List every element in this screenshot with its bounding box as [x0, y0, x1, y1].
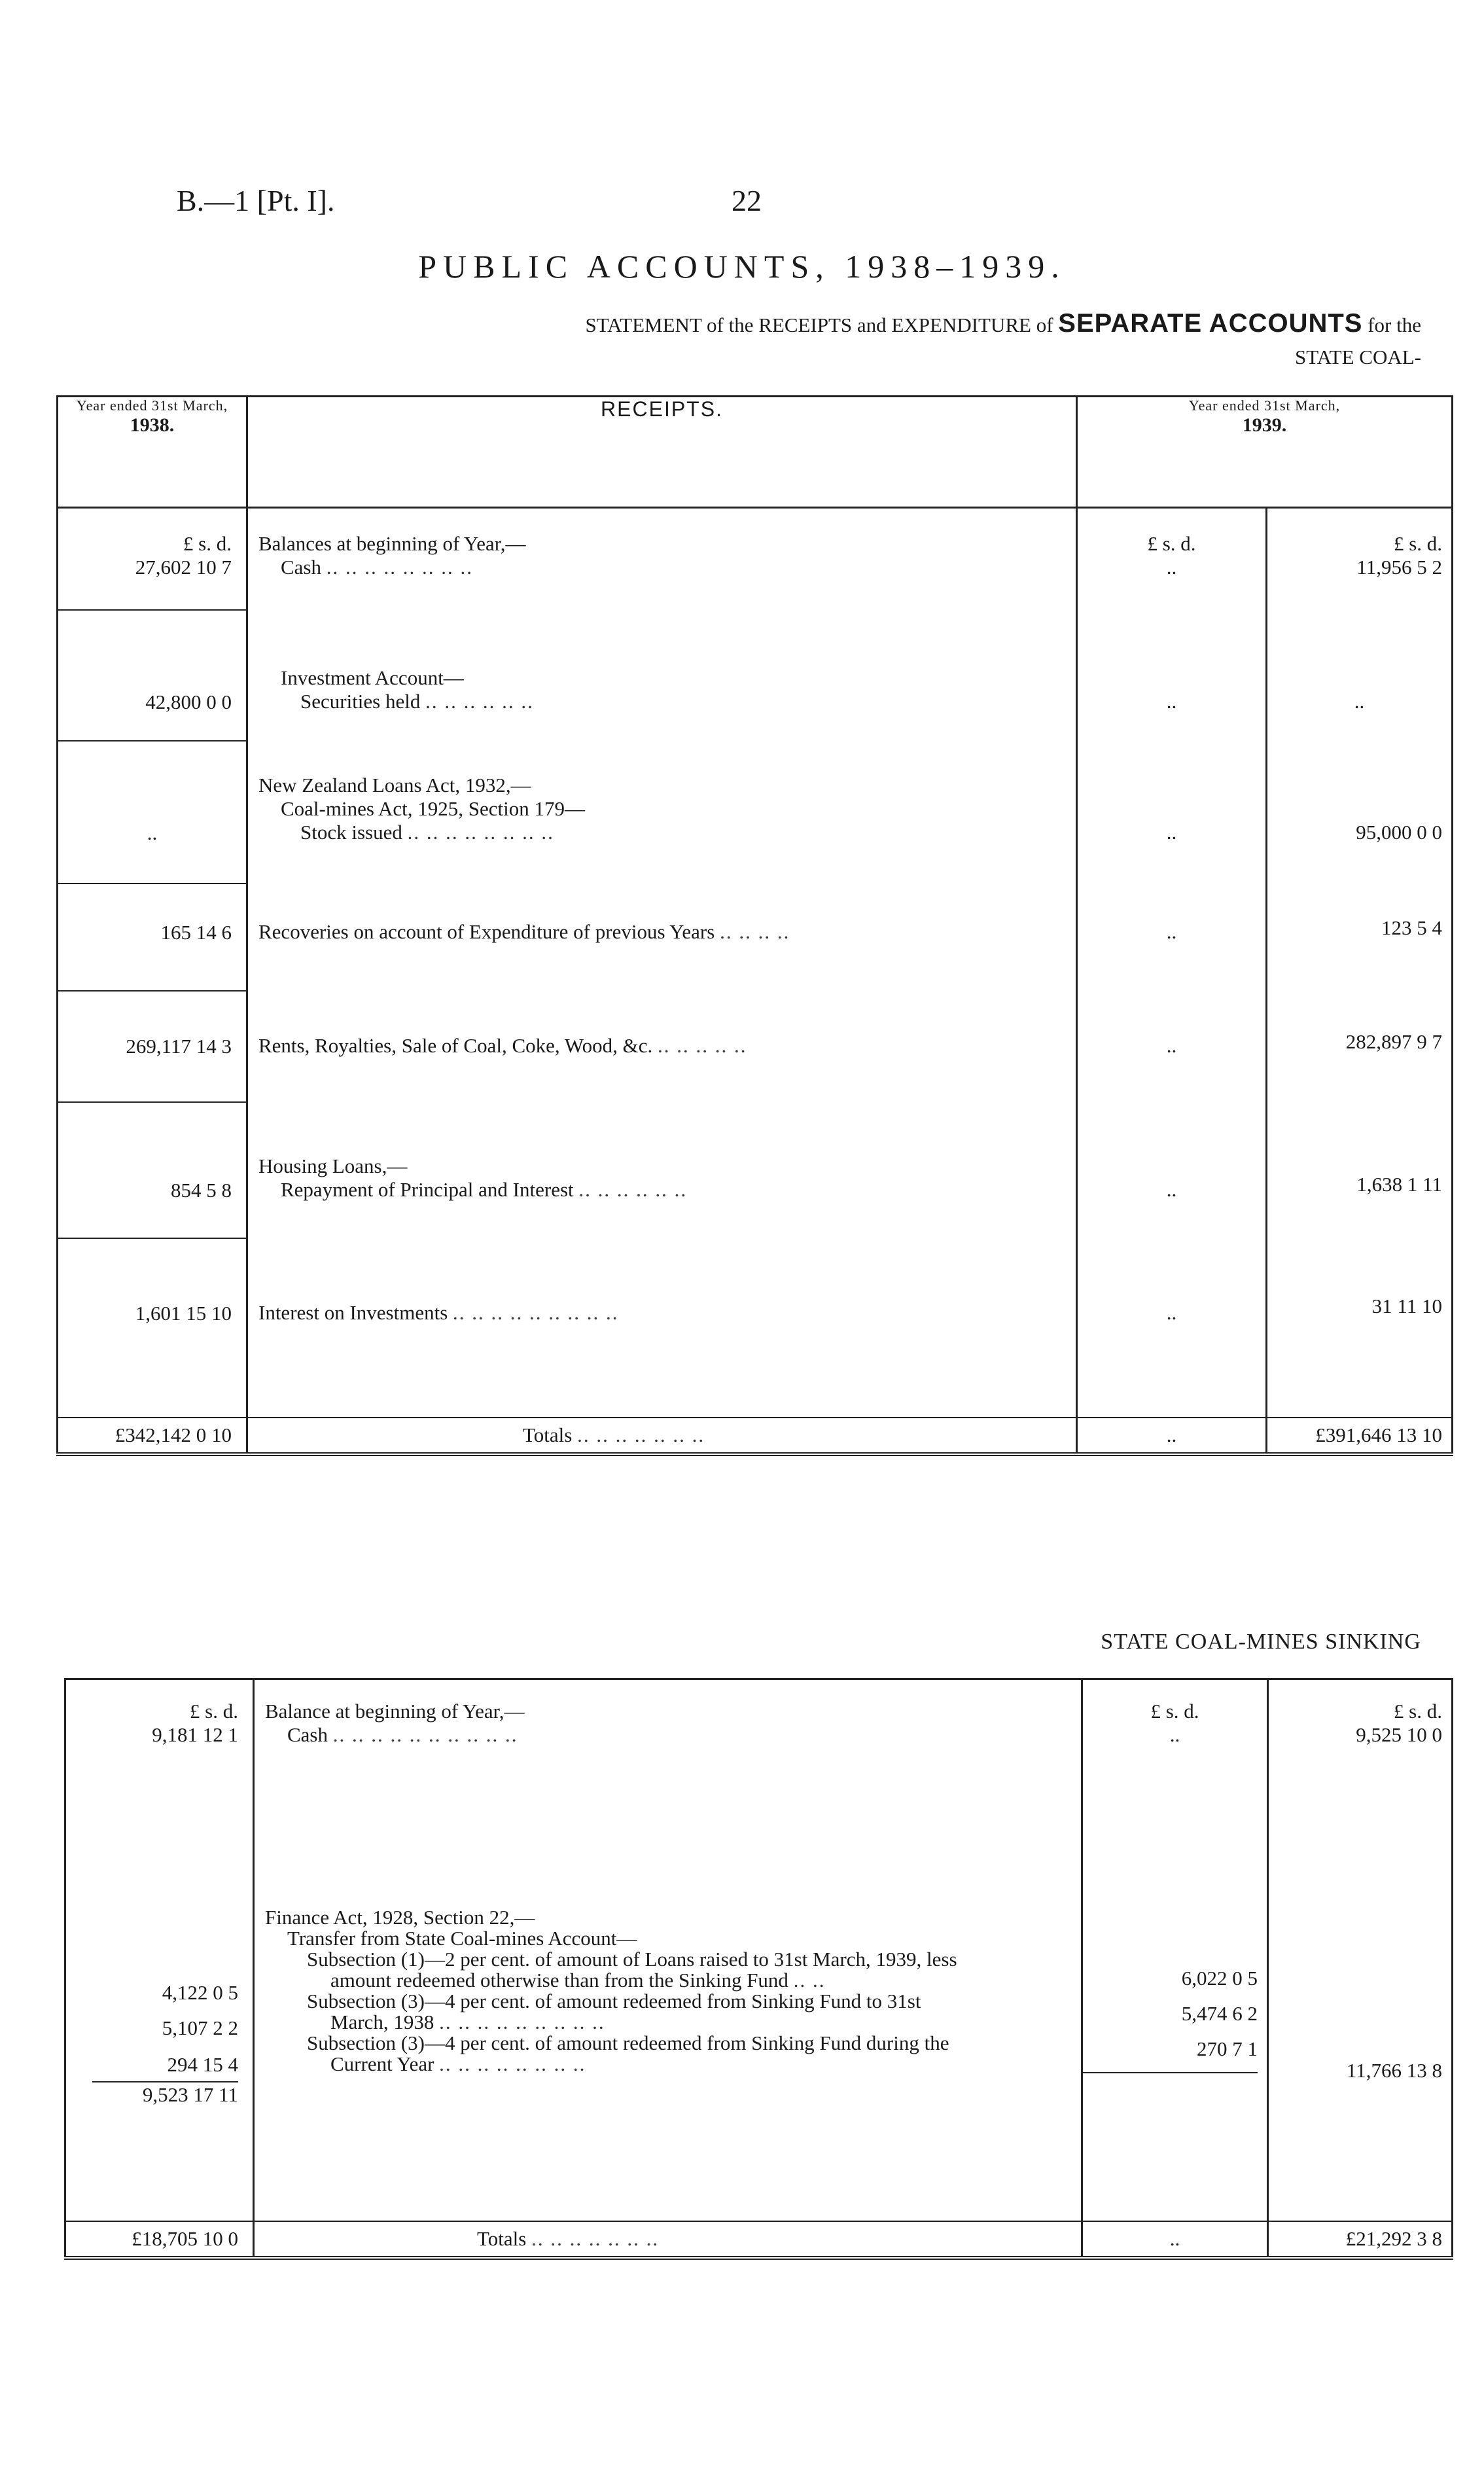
description-line: Cash .. .. .. .. .. .. .. ..	[281, 556, 473, 579]
description-line: Transfer from State Coal-mines Account—	[287, 1926, 637, 1950]
description-line: Recoveries on account of Expenditure of previous Years .. .. .. ..	[258, 920, 790, 943]
document-reference: B.—1 [Pt. I].	[177, 184, 335, 217]
total-cell	[1267, 991, 1453, 1102]
totals-label-cell: Totals .. .. .. .. .. .. ..	[247, 1418, 1077, 1454]
grand-total: £391,646 13 10	[1315, 1423, 1443, 1446]
total-cell	[1267, 884, 1453, 991]
total-cell	[1267, 610, 1453, 741]
grand-total-cell	[1268, 2221, 1453, 2258]
detail-cell	[1077, 610, 1267, 741]
total-amount: 95,000 0 0	[1356, 820, 1443, 844]
description-line: Investment Account—	[281, 666, 464, 689]
detail-amount: ..	[1166, 689, 1177, 713]
description-line: New Zealand Loans Act, 1932,—	[258, 773, 531, 796]
table-row	[65, 1771, 1453, 2221]
currency-header: £ s. d.	[1147, 532, 1196, 555]
receipts-table	[56, 395, 1453, 1456]
prev-amount: 1,601 15 10	[135, 1301, 232, 1325]
description-line: March, 1938 .. .. .. .. .. .. .. .. ..	[330, 2010, 605, 2033]
description-cell	[247, 741, 1077, 884]
totals-row	[65, 2221, 1453, 2258]
total-cell	[1268, 1771, 1453, 2221]
prev-amount-subtotal: 9,523 17 11	[142, 2082, 238, 2106]
detail-cell	[1082, 1771, 1268, 2221]
curr-year-header	[1077, 397, 1453, 508]
description-cell	[247, 1238, 1077, 1418]
detail-cell	[1077, 1238, 1267, 1418]
detail-amount: ..	[1166, 1177, 1177, 1201]
totals-row	[58, 1418, 1453, 1454]
detail-amount: 270 7 1	[1197, 2037, 1258, 2060]
prev-amount: 9,181 12 1	[152, 1723, 238, 1746]
prev-total: £18,705 10 0	[132, 2226, 238, 2250]
table-row	[58, 991, 1453, 1102]
prev-amount: 4,122 0 5	[162, 1980, 238, 2004]
table-row	[58, 508, 1453, 610]
prev-amount-cell	[65, 1771, 254, 2221]
description-cell	[247, 508, 1077, 610]
detail-amount: 6,022 0 5	[1181, 1966, 1258, 1990]
description-cell	[247, 1102, 1077, 1238]
detail-amount: ..	[1166, 820, 1177, 844]
detail-cell	[1082, 1679, 1268, 1771]
description-line: Rents, Royalties, Sale of Coal, Coke, Wood, &c. .. .. .. .. ..	[258, 1033, 747, 1057]
table-row	[58, 610, 1453, 741]
prev-amount: 5,107 2 2	[162, 2016, 238, 2039]
statement-heading	[585, 309, 1421, 338]
page-number: 22	[732, 184, 762, 217]
currency-header: £ s. d.	[1393, 1700, 1442, 1723]
description-cell	[254, 1771, 1082, 2221]
table-row	[58, 1238, 1453, 1418]
totals-label: Totals	[477, 2226, 527, 2250]
detail-cell	[1077, 884, 1267, 991]
description-line: amount redeemed otherwise than from the Sinking Fund .. ..	[330, 1968, 826, 1992]
total-cell	[1267, 1238, 1453, 1418]
description-cell	[247, 991, 1077, 1102]
table-row	[58, 1102, 1453, 1238]
description-line: Balance at beginning of Year,—	[265, 1700, 525, 1723]
prev-year: 1938.	[130, 414, 175, 436]
prev-amount-cell	[58, 610, 247, 741]
detail-cell	[1077, 1102, 1267, 1238]
detail-total: ..	[1166, 1423, 1177, 1446]
detail-amount: 5,474 6 2	[1181, 2001, 1258, 2025]
curr-year-label: Year ended 31st March,	[1188, 397, 1341, 414]
description-cell	[247, 610, 1077, 741]
total-cell	[1268, 1679, 1453, 1771]
description-cell	[247, 884, 1077, 991]
detail-amount: ..	[1166, 1033, 1177, 1057]
prev-amount-cell	[65, 1679, 254, 1771]
prev-total-cell	[58, 1418, 247, 1454]
section-title: STATE COAL-MINES SINKING	[1101, 1630, 1421, 1654]
description-line: Cash .. .. .. .. .. .. .. .. .. ..	[287, 1723, 518, 1746]
totals-label: Totals	[523, 1423, 573, 1446]
detail-total: ..	[1169, 2226, 1180, 2250]
total-cell	[1267, 508, 1453, 610]
curr-year: 1939.	[1242, 414, 1287, 436]
total-amount: 9,525 10 0	[1356, 1723, 1442, 1746]
prev-amount-cell	[58, 741, 247, 884]
table-row	[65, 1679, 1453, 1771]
total-cell	[1267, 741, 1453, 884]
grand-total-cell	[1267, 1418, 1453, 1454]
total-amount: 123 5 4	[1381, 916, 1443, 939]
sinking-fund-table	[64, 1678, 1453, 2260]
detail-amount: ..	[1166, 920, 1177, 943]
prev-year-label: Year ended 31st March,	[76, 397, 228, 414]
prev-amount: 27,602 10 7	[135, 556, 232, 579]
prev-amount-cell	[58, 884, 247, 991]
detail-amount: ..	[1166, 556, 1177, 579]
currency-header: £ s. d.	[1150, 1700, 1199, 1723]
prev-year-header	[58, 397, 247, 508]
currency-header: £ s. d.	[189, 1700, 238, 1723]
statement-suffix: for the	[1368, 313, 1421, 336]
table-row	[58, 884, 1453, 991]
total-amount: 11,956 5 2	[1356, 556, 1443, 579]
statement-subheading: STATE COAL-	[1295, 346, 1421, 368]
total-amount: 11,766 13 8	[1346, 2058, 1442, 2082]
total-amount: 31 11 10	[1371, 1294, 1443, 1317]
detail-total-cell	[1077, 1418, 1267, 1454]
table-header-row	[58, 397, 1453, 508]
description-line: Coal-mines Act, 1925, Section 179—	[281, 796, 585, 820]
description-line: Stock issued .. .. .. .. .. .. .. ..	[300, 820, 554, 844]
description-line: Repayment of Principal and Interest .. .. .. .. .. ..	[281, 1177, 688, 1201]
prev-amount: 269,117 14 3	[126, 1034, 232, 1058]
prev-amount-cell	[58, 1102, 247, 1238]
prev-amount: 42,800 0 0	[145, 690, 232, 713]
description-line: Interest on Investments .. .. .. .. .. .. .. .. ..	[258, 1300, 619, 1324]
description-line: Subsection (3)—4 per cent. of amount redeemed from Sinking Fund during the	[307, 2031, 949, 2054]
prev-amount: 165 14 6	[160, 920, 232, 944]
receipts-header	[247, 397, 1077, 508]
total-amount: 1,638 1 11	[1356, 1172, 1443, 1196]
total-amount: ..	[1354, 689, 1365, 713]
receipts-heading: RECEIPTS.	[601, 397, 723, 421]
currency-header: £ s. d.	[1393, 532, 1443, 555]
description-line: Housing Loans,—	[258, 1154, 408, 1177]
description-line: Subsection (3)—4 per cent. of amount redeemed from Sinking Fund to 31st	[307, 1989, 921, 2012]
prev-amount: ..	[147, 821, 158, 844]
page-title: PUBLIC ACCOUNTS, 1938–1939.	[418, 248, 1066, 285]
grand-total: £21,292 3 8	[1345, 2226, 1442, 2250]
prev-total-cell	[65, 2221, 254, 2258]
detail-amount: ..	[1169, 1723, 1180, 1746]
table-row	[58, 741, 1453, 884]
detail-cell	[1077, 991, 1267, 1102]
totals-label-cell: Totals .. .. .. .. .. .. ..	[254, 2221, 1082, 2258]
detail-cell	[1077, 508, 1267, 610]
prev-amount: 854 5 8	[171, 1178, 232, 1202]
prev-amount-cell	[58, 508, 247, 610]
description-line: Finance Act, 1928, Section 22,—	[265, 1905, 535, 1929]
prev-amount: 294 15 4	[167, 2052, 238, 2076]
description-line: Balances at beginning of Year,—	[258, 532, 526, 555]
statement-caps: SEPARATE ACCOUNTS	[1058, 309, 1363, 338]
description-line: Current Year .. .. .. .. .. .. .. ..	[330, 2052, 586, 2075]
statement-prefix: STATEMENT of the RECEIPTS and EXPENDITURE of	[585, 313, 1053, 336]
prev-total: £342,142 0 10	[115, 1423, 232, 1446]
total-amount: 282,897 9 7	[1345, 1029, 1443, 1053]
description-cell	[254, 1679, 1082, 1771]
detail-amount: ..	[1166, 1300, 1177, 1324]
total-cell	[1267, 1102, 1453, 1238]
currency-header: £ s. d.	[183, 532, 232, 555]
prev-amount-cell	[58, 991, 247, 1102]
description-line: Subsection (1)—2 per cent. of amount of Loans raised to 31st March, 1939, less	[307, 1947, 957, 1971]
detail-cell	[1077, 741, 1267, 884]
detail-total-cell	[1082, 2221, 1268, 2258]
prev-amount-cell	[58, 1238, 247, 1418]
description-line: Securities held .. .. .. .. .. ..	[300, 689, 534, 713]
